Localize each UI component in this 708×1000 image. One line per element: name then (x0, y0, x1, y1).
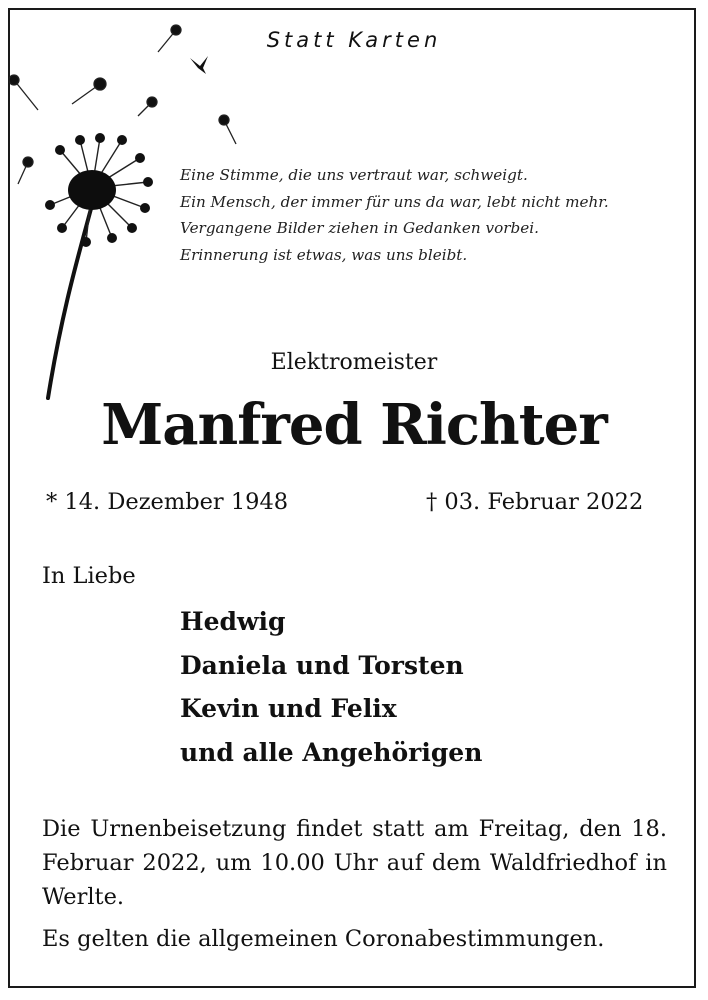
in-love-label: In Liebe (42, 563, 136, 589)
family-member: Kevin und Felix (180, 694, 397, 723)
deceased-name: Manfred Richter (101, 392, 607, 458)
family-member: Daniela und Torsten (180, 650, 464, 680)
funeral-notice: Die Urnenbeisetzung findet statt am Freitag, den 18. Februar 2022, um 10.00 Uhr auf dem Waldfriedhof in Werlte. (42, 816, 667, 910)
poem-line: Erinnerung ist etwas, was uns bleibt. (180, 245, 468, 264)
family-list (180, 600, 482, 774)
profession: Elektromeister (270, 350, 438, 375)
poem (180, 162, 609, 268)
birth-date: * 14. Dezember 1948 (46, 489, 289, 515)
corona-notice: Es gelten die allgemeinen Coronabestimmungen. (42, 926, 605, 952)
poem-line: Eine Stimme, die uns vertraut war, schweigt. (180, 166, 528, 184)
death-date: † 03. Februar 2022 (426, 489, 644, 515)
family-member: und alle Angehörigen (180, 737, 483, 767)
header-statt-karten: Statt Karten (266, 28, 442, 52)
poem-line: Ein Mensch, der immer für uns da war, lebt nicht mehr. (180, 192, 609, 211)
poem-line: Vergangene Bilder ziehen in Gedanken vorbei. (180, 219, 539, 237)
family-member: Hedwig (180, 607, 286, 636)
